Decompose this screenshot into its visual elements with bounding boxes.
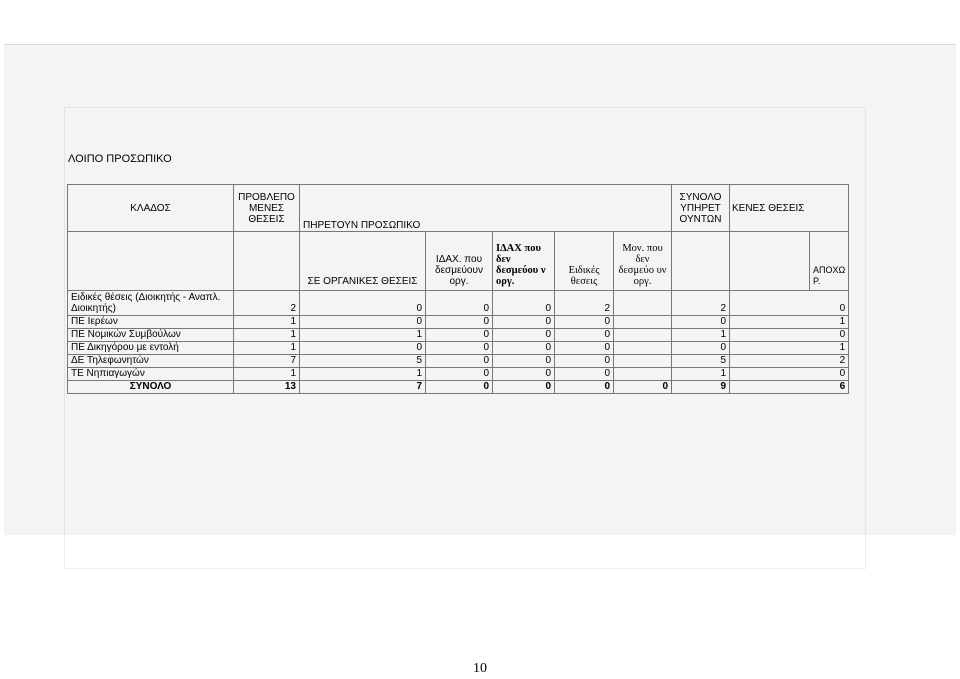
row-prov: 1 <box>234 316 300 329</box>
row-org: 0 <box>300 316 426 329</box>
row-syn: 2 <box>672 291 730 316</box>
total-syn: 9 <box>672 381 730 394</box>
row-eid: 2 <box>555 291 614 316</box>
row-prov: 2 <box>234 291 300 316</box>
row-idax2: 0 <box>493 316 555 329</box>
total-eid: 0 <box>555 381 614 394</box>
total-prov: 13 <box>234 381 300 394</box>
total-org: 7 <box>300 381 426 394</box>
row-idax1: 0 <box>426 329 493 342</box>
row-mon <box>614 342 672 355</box>
header-idax-desmeuoun: ΙΔΑΧ. που δεσμεύουν οργ. <box>426 232 493 291</box>
row-syn: 5 <box>672 355 730 368</box>
total-idax1: 0 <box>426 381 493 394</box>
header-provlepomenes: ΠΡΟΒΛΕΠΟ ΜΕΝΕΣ ΘΕΣΕΙΣ <box>234 185 300 232</box>
row-mon <box>614 355 672 368</box>
row-idax1: 0 <box>426 355 493 368</box>
row-org: 1 <box>300 329 426 342</box>
total-row <box>68 381 849 394</box>
row-klados: Ειδικές θέσεις (Διοικητής - Αναπλ. Διοικητής) <box>68 291 234 316</box>
row-prov: 1 <box>234 368 300 381</box>
header-kenes: ΚΕΝΕΣ ΘΕΣΕΙΣ <box>730 185 849 232</box>
row-prov: 1 <box>234 329 300 342</box>
row-org: 1 <box>300 368 426 381</box>
header-klados: ΚΛΑΔΟΣ <box>68 185 234 232</box>
row-ken: 0 <box>730 329 849 342</box>
row-idax2: 0 <box>493 291 555 316</box>
table-row <box>68 368 849 381</box>
row-ken: 1 <box>730 342 849 355</box>
section-title: ΛΟΙΠΟ ΠΡΟΣΩΠΙΚΟ <box>68 153 172 165</box>
header-synolo: ΣΥΝΟΛΟ ΥΠΗΡΕΤ ΟΥΝΤΩΝ <box>672 185 730 232</box>
row-syn: 1 <box>672 368 730 381</box>
total-ken: 6 <box>730 381 849 394</box>
row-org: 5 <box>300 355 426 368</box>
row-klados: ΠΕ Νομικών Συμβούλων <box>68 329 234 342</box>
row-mon <box>614 291 672 316</box>
row-prov: 7 <box>234 355 300 368</box>
table-row <box>68 355 849 368</box>
row-ken: 1 <box>730 316 849 329</box>
header-organikes: ΣΕ ΟΡΓΑΝΙΚΕΣ ΘΕΣΕΙΣ <box>300 232 426 291</box>
total-idax2: 0 <box>493 381 555 394</box>
row-ken: 0 <box>730 368 849 381</box>
folded-corner <box>0 0 22 44</box>
row-idax2: 0 <box>493 342 555 355</box>
table-row <box>68 342 849 355</box>
header-row-2 <box>68 232 849 291</box>
row-klados: ΤΕ Νηπιαγωγών <box>68 368 234 381</box>
row-mon <box>614 316 672 329</box>
row-eid: 0 <box>555 316 614 329</box>
row-mon <box>614 329 672 342</box>
row-mon <box>614 368 672 381</box>
row-idax2: 0 <box>493 355 555 368</box>
total-mon: 0 <box>614 381 672 394</box>
row-klados: ΠΕ Ιερέων <box>68 316 234 329</box>
row-syn: 1 <box>672 329 730 342</box>
header-monimoi-den: Μον. που δεν δεσμεύο υν οργ. <box>614 232 672 291</box>
row-eid: 0 <box>555 329 614 342</box>
row-idax2: 0 <box>493 368 555 381</box>
row-klados: ΠΕ Δικηγόρου με εντολή <box>68 342 234 355</box>
row-eid: 0 <box>555 368 614 381</box>
staff-table <box>67 184 849 394</box>
row-klados: ΔΕ Τηλεφωνητών <box>68 355 234 368</box>
table-row <box>68 329 849 342</box>
row-org: 0 <box>300 342 426 355</box>
row-syn: 0 <box>672 316 730 329</box>
page-number: 10 <box>473 661 487 676</box>
row-idax2: 0 <box>493 329 555 342</box>
header-idax-den: ΙΔΑΧ που δεν δεσμεύου ν οργ. <box>493 232 555 291</box>
row-eid: 0 <box>555 342 614 355</box>
row-idax1: 0 <box>426 342 493 355</box>
row-prov: 1 <box>234 342 300 355</box>
row-org: 0 <box>300 291 426 316</box>
header-eidikes: Ειδικές θεσεις <box>555 232 614 291</box>
row-syn: 0 <box>672 342 730 355</box>
row-idax1: 0 <box>426 291 493 316</box>
row-eid: 0 <box>555 355 614 368</box>
table-row <box>68 316 849 329</box>
row-ken: 2 <box>730 355 849 368</box>
header-apoxo: ΑΠΟΧΩ Ρ. <box>810 232 849 291</box>
table-row <box>68 291 849 316</box>
row-idax1: 0 <box>426 316 493 329</box>
total-label: ΣΥΝΟΛΟ <box>68 381 234 394</box>
row-idax1: 0 <box>426 368 493 381</box>
header-row-1 <box>68 185 849 232</box>
header-ypiretoun: ΠΗΡΕΤΟΥΝ ΠΡΟΣΩΠΙΚΟ <box>300 185 672 232</box>
row-ken: 0 <box>730 291 849 316</box>
